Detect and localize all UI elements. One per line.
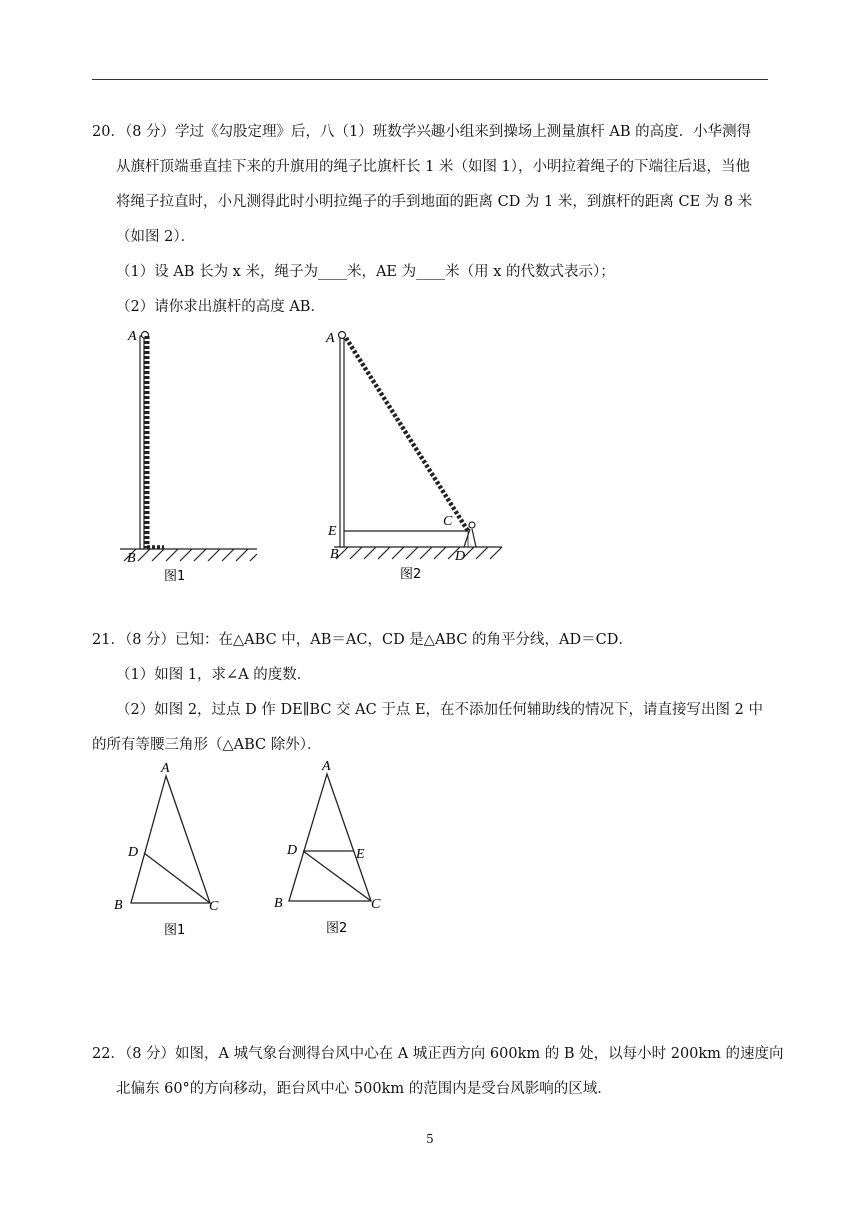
- q20-sub-question-2: （2）请你求出旗杆的高度 AB．: [116, 299, 325, 315]
- flagpole: [340, 336, 344, 547]
- q20-figure-1: [112, 322, 262, 584]
- figure-caption: 图1: [164, 923, 186, 938]
- person-leg-left: [464, 529, 470, 547]
- label-b: B: [127, 551, 136, 566]
- person-head: [469, 522, 475, 528]
- label-d: D: [455, 549, 466, 564]
- page-number: 5: [426, 1132, 434, 1146]
- figure-caption: 图2: [400, 567, 422, 582]
- person-leg-right: [472, 529, 476, 547]
- q20-line-2: 从旗杆顶端垂直挂下来的升旗用的绳子比旗杆长 1 米（如图 1），小明拉着绳子的下端往后退，当他: [116, 159, 751, 175]
- label-d: D: [287, 843, 298, 858]
- q20-sub-question-1: （1）设 AB 长为 x 米，绳子为____米，AE 为____米（用 x 的代数式表示）；: [116, 264, 615, 280]
- q20-line-4: （如图 2）．: [116, 229, 196, 245]
- label-c: C: [443, 514, 453, 529]
- q21-sub-question-1: （1）如图 1，求∠A 的度数．: [116, 667, 312, 683]
- label-c: C: [209, 899, 219, 914]
- q22-line-2: 北偏东 60°的方向移动，距台风中心 500km 的范围内是受台风影响的区域．: [116, 1081, 612, 1097]
- q21-figure-2: [272, 756, 392, 946]
- label-e: E: [328, 524, 337, 539]
- figure-caption: 图1: [164, 569, 186, 584]
- label-b: B: [114, 898, 123, 913]
- triangle-abc: [131, 776, 210, 903]
- segment-cd: [144, 853, 210, 903]
- label-a: A: [322, 759, 331, 774]
- q21-sub-question-2-cont: 的所有等腰三角形（△ABC 除外）．: [92, 737, 322, 753]
- label-b: B: [274, 896, 283, 911]
- ground-hatching: [336, 547, 502, 559]
- label-d: D: [128, 845, 139, 860]
- label-e: E: [356, 847, 365, 862]
- q22-line-1: 22．（8 分）如图，A 城气象台测得台风中心在 A 城正西方向 600km 的 B 处，以每小时 200km 的速度向: [92, 1046, 784, 1062]
- flagpole: [140, 336, 144, 549]
- q20-figure-2: [320, 322, 510, 584]
- q21-figure-1: [108, 756, 228, 946]
- label-b: B: [330, 547, 339, 562]
- q21-sub-question-2: （2）如图 2，过点 D 作 DE∥BC 交 AC 于点 E，在不添加任何辅助线的情况下，请直接写出图 2 中: [116, 702, 763, 718]
- label-a: A: [326, 331, 335, 346]
- label-a: A: [161, 761, 170, 776]
- pulley: [339, 332, 346, 339]
- q20-line-3: 将绳子拉直时，小凡测得此时小明拉绳子的手到地面的距离 CD 为 1 米，到旗杆的距离 CE 为 8 米: [116, 194, 753, 210]
- label-c: C: [371, 897, 381, 912]
- header-rule: [92, 79, 768, 80]
- q20-line-1: 20．（8 分）学过《勾股定理》后，八（1）班数学兴趣小组来到操场上测量旗杆 AB 的高度．小华测得: [92, 124, 752, 140]
- triangle-abc: [289, 774, 371, 901]
- ground-hatching: [124, 549, 257, 561]
- figure-caption: 图2: [326, 921, 348, 936]
- label-a: A: [128, 329, 137, 344]
- rope-chain-taut: [346, 338, 468, 531]
- q21-line-1: 21．（8 分）已知：在△ABC 中，AB＝AC，CD 是△ABC 的角平分线，AD＝CD．: [92, 632, 633, 648]
